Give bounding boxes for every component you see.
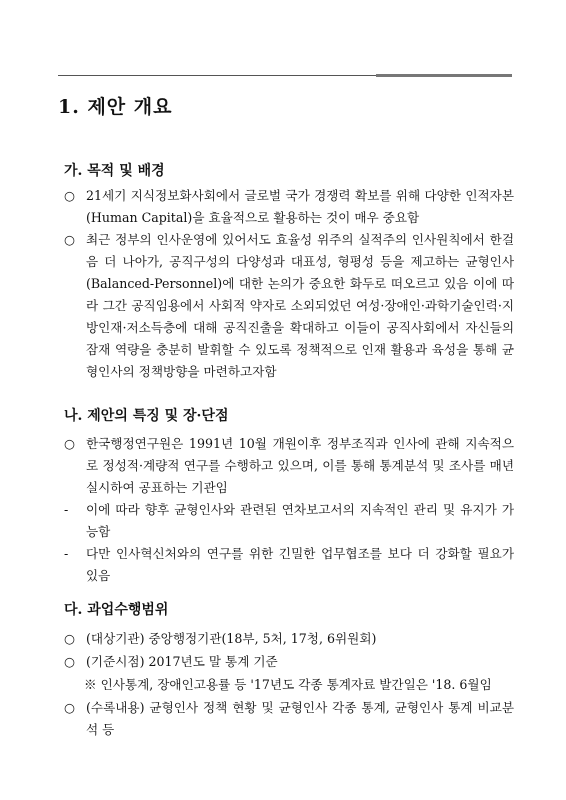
list-item <box>64 651 514 673</box>
list-item-text: 21세기 지식정보화사회에서 글로벌 국가 경쟁력 확보를 위해 다양한 인적자본(Human Capital)을 효율적으로 활용하는 것이 매우 중요함 <box>86 188 514 225</box>
bullet-marker: ○ <box>64 631 75 646</box>
list-item-text: 최근 정부의 인사운영에 있어서도 효율성 위주의 실적주의 인사원칙에서 한걸음 더 나아가, 공직구성의 다양성과 대표성, 형평성 등을 제고하는 균형인사(Balanced-Personnel)에 대한 논의가 중요한 화두로 떠오르고 있음 이에 따라 그간 공직임용에서 사회적 약자로 소외되었던 여성·장애인·과학기술인력·지방인재·저소득층에 대해 공직진출을 확대하고 이들이 공직사회에서 자신들의 잠재 역량을 충분히 발휘할 수 있도록 정책적으로 인재 활용과 육성을 통해 균형인사의 정책방향을 마련하고자함 <box>86 232 514 379</box>
footnote: ※ 인사통계, 장애인고용률 등 '17년도 각종 통계자료 발간일은 '18. 6월임 <box>84 677 492 692</box>
list-item <box>64 185 514 229</box>
list-item <box>64 229 514 383</box>
list-item <box>64 433 514 499</box>
list-item <box>64 628 514 650</box>
list-item <box>64 499 514 543</box>
list-item <box>64 697 514 741</box>
list-item-text: 다만 인사혁신처와의 연구를 위한 긴밀한 업무협조를 보다 더 강화할 필요가 있음 <box>86 546 514 583</box>
header-rule-thick <box>376 74 512 77</box>
bullet-marker: ○ <box>64 654 75 669</box>
section-heading-features: 나. 제안의 특징 및 장·단점 <box>64 408 229 424</box>
bullet-marker: ○ <box>64 700 75 715</box>
list-item-text: (수록내용) 균형인사 정책 현황 및 균형인사 각종 통계, 균형인사 통계 비교분석 등 <box>86 700 514 737</box>
dash-marker: - <box>64 546 69 561</box>
page-title: 1. 제안 개요 <box>58 96 173 118</box>
list-item <box>64 543 514 587</box>
section-heading-scope: 다. 과업수행범위 <box>64 602 169 618</box>
dash-marker: - <box>64 502 69 517</box>
header-rule-thin <box>58 75 376 76</box>
bullet-marker: ○ <box>64 188 75 203</box>
bullet-marker: ○ <box>64 232 75 247</box>
list-item-text: 이에 따라 향후 균형인사와 관련된 연차보고서의 지속적인 관리 및 유지가 가능함 <box>86 502 514 539</box>
list-item-text: 한국행정연구원은 1991년 10월 개원이후 정부조직과 인사에 관해 지속적으로 정성적·계량적 연구를 수행하고 있으며, 이를 통해 통계분석 및 조사를 매년 실시하여 공표하는 기관임 <box>86 436 514 495</box>
list-item-text: (대상기관) 중앙행정기관(18부, 5처, 17청, 6위원회) <box>86 631 377 646</box>
section-heading-purpose: 가. 목적 및 배경 <box>64 163 165 179</box>
list-item-text: (기준시점) 2017년도 말 통계 기준 <box>86 654 278 669</box>
bullet-marker: ○ <box>64 436 75 451</box>
